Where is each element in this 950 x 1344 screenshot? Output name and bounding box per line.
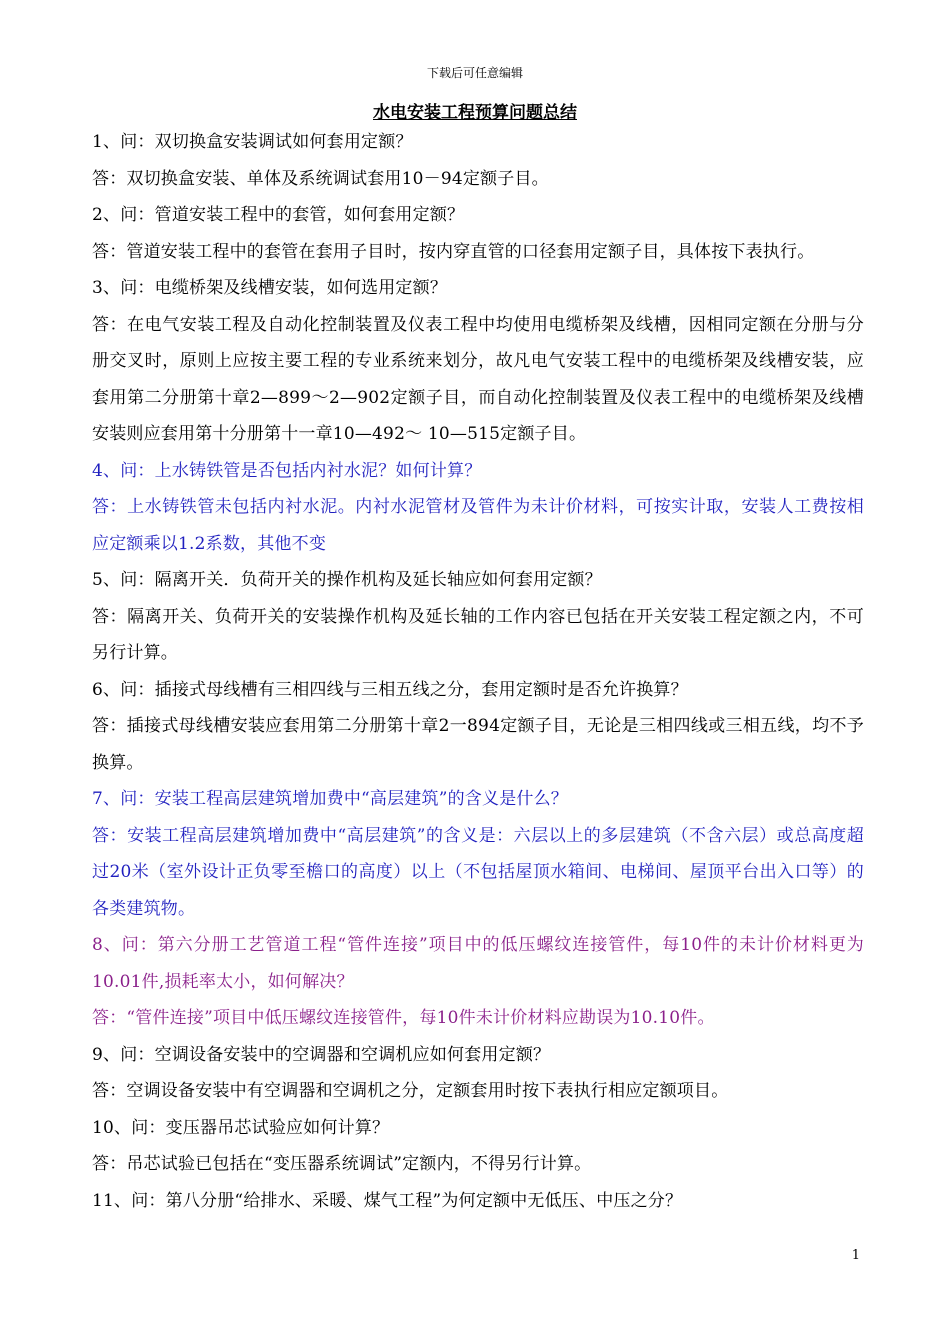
paragraph-q5: 5、问：隔离开关．负荷开关的操作机构及延长轴应如何套用定额？ — [92, 570, 602, 590]
paragraph-a1: 答：双切换盒安装、单体及系统调试套用10－94定额子目。 — [92, 168, 549, 189]
paragraph-a2: 答：管道安装工程中的套管在套用子目时，按内穿直管的口径套用定额子目，具体按下表执行。 — [92, 241, 815, 262]
paragraph-a4: 答：上水铸铁管未包括内衬水泥。内衬水泥管材及管件为未计价材料，可按实计取，安装人工费按相应定额乘以1.2系数，其他不变 — [92, 497, 864, 554]
paragraph-q2: 2、问：管道安装工程中的套管，如何套用定额？ — [92, 205, 465, 225]
page-number: 1 — [851, 1248, 860, 1263]
header-note: 下载后可任意编辑 — [426, 66, 523, 80]
paragraph-q10: 10、问：变压器吊芯试验应如何计算？ — [92, 1117, 390, 1138]
document-title: 水电安装工程预算问题总结 — [373, 103, 577, 123]
paragraph-a9: 答：空调设备安装中有空调器和空调机之分，定额套用时按下表执行相应定额项目。 — [92, 1081, 729, 1101]
paragraph-a8: 答：“管件连接”项目中低压螺纹连接管件，每10件未计价材料应勘误为10.10件。 — [92, 1008, 715, 1028]
paragraph-a5: 答：隔离开关、负荷开关的安装操作机构及延长轴的工作内容已包括在开关安装工程定额之内，不可另行计算。 — [92, 606, 864, 663]
paragraph-q1: 1、问：双切换盒安装调试如何套用定额？ — [92, 132, 413, 152]
body-text — [92, 124, 864, 1219]
paragraph-a10: 答：吊芯试验已包括在“变压器系统调试”定额内，不得另行计算。 — [92, 1154, 592, 1174]
paragraph-q8: 8、问：第六分册工艺管道工程“管件连接”项目中的低压螺纹连接管件，每10件的未计价材料更为10.01件,损耗率太小，如何解决？ — [92, 935, 864, 992]
paragraph-a7: 答：安装工程高层建筑增加费中“高层建筑”的含义是：六层以上的多层建筑（不含六层）或总高度超过20米（室外设计正负零至檐口的高度）以上（不包括屋顶水箱间、电梯间、屋顶平台出入口等）的各类建筑物。 — [92, 825, 864, 919]
paragraph-q6: 6、问：插接式母线槽有三相四线与三相五线之分，套用定额时是否允许换算？ — [92, 679, 688, 700]
paragraph-q11: 11、问：第八分册“给排水、采暖、煤气工程”为何定额中无低压、中压之分？ — [92, 1190, 683, 1211]
paragraph-q9: 9、问：空调设备安装中的空调器和空调机应如何套用定额？ — [92, 1044, 551, 1065]
paragraph-q4: 4、问：上水铸铁管是否包括内衬水泥？如何计算？ — [92, 460, 482, 481]
paragraph-a3: 答：在电气安装工程及自动化控制装置及仪表工程中均使用电缆桥架及线槽，因相同定额在分册与分册交叉时，原则上应按主要工程的专业系统来划分，故凡电气安装工程中的电缆桥架及线槽安装，应套用第二分册第十章2—899～2—902定额子目，而自动化控制装置及仪表工程中的电缆桥架及线槽安装则应套用第十分册第十一章10—492～ 10—515定额子目。 — [92, 314, 864, 444]
paragraph-q3: 3、问：电缆桥架及线槽安装，如何选用定额？ — [92, 278, 448, 298]
paragraph-a6: 答：插接式母线槽安装应套用第二分册第十章2一894定额子目，无论是三相四线或三相五线，均不予换算。 — [92, 716, 864, 773]
paragraph-q7: 7、问：安装工程高层建筑增加费中“高层建筑”的含义是什么？ — [92, 789, 568, 809]
